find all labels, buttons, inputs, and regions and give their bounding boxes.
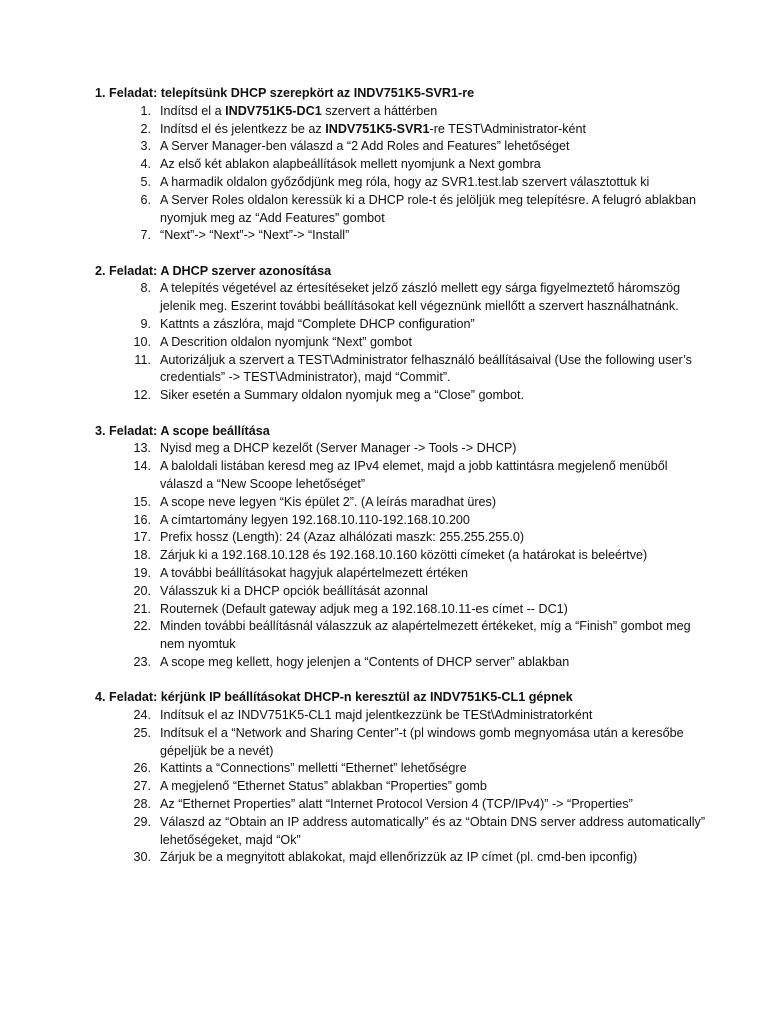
item-number: 16. xyxy=(133,512,151,527)
item-number: 19. xyxy=(133,565,151,580)
item-text: A scope neve legyen “Kis épület 2”. (A leírás maradhat üres) xyxy=(160,494,497,509)
item-number: 17. xyxy=(133,530,151,545)
list-item xyxy=(95,849,708,867)
list-item xyxy=(95,280,708,316)
item-number: 24. xyxy=(133,708,151,722)
item-text: Minden további beállításnál válaszzuk az alapértelmezett értékeket, míg a “Finish” gombot meg nem nyomtuk xyxy=(160,619,691,652)
item-text: Kattints a “Connections” melletti “Ethernet” lehetőségre xyxy=(160,761,467,776)
item-text: Az “Ethernet Properties” alatt “Internet Protocol Version 4 (TCP/IPv4)” -> “Properties” xyxy=(160,796,633,811)
text-run: Indítsd el a xyxy=(160,103,226,118)
list-item xyxy=(95,121,708,139)
list-item xyxy=(95,440,708,458)
item-text: A címtartomány legyen 192.168.10.110-192.168.10.200 xyxy=(160,512,470,527)
item-number: 29. xyxy=(133,814,151,829)
item-number: 15. xyxy=(133,494,151,509)
list-item xyxy=(95,316,708,334)
item-number: 20. xyxy=(133,583,151,598)
item-number: 12. xyxy=(133,388,151,403)
item-text: Indítsuk el az INDV751K5-CL1 majd jelentkezzünk be TESt\Administratorként xyxy=(160,708,593,722)
item-number: 2. xyxy=(140,121,151,136)
item-number: 14. xyxy=(133,459,151,474)
step-list xyxy=(95,707,708,867)
item-number: 10. xyxy=(133,334,151,349)
list-item xyxy=(95,565,708,583)
list-item xyxy=(95,512,708,530)
list-item xyxy=(95,778,708,796)
section-title: 4. Feladat: kérjünk IP beállításokat DHCP-n keresztül az INDV751K5-CL1 gépnek xyxy=(95,690,573,705)
item-number: 27. xyxy=(133,779,151,794)
list-item xyxy=(95,458,708,494)
item-text: Routernek (Default gateway adjuk meg a 192.168.10.11-es címet -- DC1) xyxy=(160,601,568,616)
item-number: 4. xyxy=(140,157,151,172)
list-item xyxy=(95,707,708,725)
item-text xyxy=(160,103,708,121)
section-title: 2. Feladat: A DHCP szerver azonosítása xyxy=(95,263,332,278)
list-item xyxy=(95,174,708,192)
item-text: Indítsuk el a “Network and Sharing Center”-t (pl windows gomb megnyomása után a keresőbe gépeljük be a nevét) xyxy=(160,725,684,758)
item-number: 11. xyxy=(134,352,151,367)
item-number: 5. xyxy=(140,174,151,189)
item-text: Prefix hossz (Length): 24 (Azaz alhálózati maszk: 255.255.255.0) xyxy=(160,530,525,545)
item-number: 21. xyxy=(133,601,151,616)
item-number: 18. xyxy=(133,548,151,563)
item-text: Az első két ablakon alapbeállítások mellett nyomjunk a Next gombra xyxy=(160,157,541,172)
step-list xyxy=(95,440,708,671)
item-text: A harmadik oldalon győződjünk meg róla, hogy az SVR1.test.lab szervert választottuk ki xyxy=(160,174,650,189)
list-item xyxy=(95,156,708,174)
list-item xyxy=(95,494,708,512)
item-text: A baloldali listában keresd meg az IPv4 elemet, majd a jobb kattintásra megjelenő menüből válaszd a “New Scoope lehetőséget” xyxy=(160,459,668,491)
text-run: Indítsd el és jelentkezz be az xyxy=(160,121,326,136)
step-list xyxy=(95,103,708,245)
item-text: A telepítés végetével az értesítéseket jelző zászló mellett egy sárga figyelmeztető háromszög jelenik meg. Eszerint további beállításokat kell végeznünk miellőtt a szervert használhatnánk. xyxy=(160,281,681,314)
item-number: 22. xyxy=(133,619,151,634)
item-text: A megjelenő “Ethernet Status” ablakban “Properties” gomb xyxy=(160,779,487,794)
item-text: A Server Manager-ben válaszd a “2 Add Roles and Features” lehetőséget xyxy=(160,139,570,154)
list-item xyxy=(95,547,708,565)
item-text: A további beállításokat hagyjuk alapértelmezett értéken xyxy=(160,565,469,580)
item-number: 3. xyxy=(140,139,151,154)
list-item xyxy=(95,601,708,619)
item-text: Kattnts a zászlóra, majd “Complete DHCP configuration” xyxy=(160,317,475,332)
item-number: 26. xyxy=(133,761,151,776)
list-item xyxy=(95,583,708,601)
section-3 xyxy=(95,423,708,672)
list-item xyxy=(95,529,708,547)
list-item xyxy=(95,138,708,156)
item-text: A scope meg kellett, hogy jelenjen a “Contents of DHCP server” ablakban xyxy=(160,654,570,669)
item-number: 28. xyxy=(133,796,151,811)
list-item xyxy=(95,227,708,245)
item-text: Zárjuk be a megnyitott ablakokat, majd ellenőrizzük az IP címet (pl. cmd-ben ipconfig) xyxy=(160,850,638,865)
item-number: 30. xyxy=(133,850,151,865)
item-number: 25. xyxy=(133,725,151,740)
list-item xyxy=(95,796,708,814)
section-1 xyxy=(95,85,708,245)
item-number: 13. xyxy=(133,441,151,456)
list-item xyxy=(95,103,708,121)
item-text: Válasszuk ki a DHCP opciók beállítását azonnal xyxy=(160,583,428,598)
list-item xyxy=(95,618,708,654)
list-item xyxy=(95,760,708,778)
list-item xyxy=(95,387,708,405)
item-text: A Server Roles oldalon keressük ki a DHCP role-t és jelöljük meg telepítésre. A felugró ablakban nyomjuk meg az “Add Features” gombot xyxy=(160,192,696,225)
item-text xyxy=(160,121,708,139)
item-number: 8. xyxy=(140,281,151,296)
item-number: 23. xyxy=(133,654,151,669)
item-text: Zárjuk ki a 192.168.10.128 és 192.168.10.160 közötti címeket (a határokat is beleértve) xyxy=(160,548,648,563)
item-number: 7. xyxy=(140,228,151,243)
list-item xyxy=(95,654,708,672)
item-text: A Descrition oldalon nyomjunk “Next” gombot xyxy=(160,334,412,349)
item-number: 9. xyxy=(140,317,151,332)
list-item xyxy=(95,334,708,352)
item-text: “Next”-> “Next”-> “Next”-> “Install” xyxy=(160,228,350,243)
section-title: 3. Feladat: A scope beállítása xyxy=(95,423,270,438)
item-text: Siker esetén a Summary oldalon nyomjuk meg a “Close” gombot. xyxy=(160,388,524,403)
section-4 xyxy=(95,689,708,867)
section-title: 1. Feladat: telepítsünk DHCP szerepkört az INDV751K5-SVR1-re xyxy=(95,86,475,100)
item-number: 6. xyxy=(140,192,151,207)
section-2 xyxy=(95,263,708,405)
text-run: -re TEST\Administrator-ként xyxy=(429,121,587,136)
list-item xyxy=(95,725,708,761)
list-item xyxy=(95,352,708,388)
list-item xyxy=(95,814,708,850)
item-text: Válaszd az “Obtain an IP address automatically” és az “Obtain DNS server address automatically” lehetőségeket, majd “Ok” xyxy=(160,814,706,847)
bold-run: INDV751K5-DC1 xyxy=(225,103,322,118)
text-run: szervert a háttérben xyxy=(321,103,438,118)
item-text: Nyisd meg a DHCP kezelőt (Server Manager -> Tools -> DHCP) xyxy=(160,441,517,456)
item-number: 1. xyxy=(140,103,151,118)
item-text: Autorizáljuk a szervert a TEST\Administrator felhasználó beállításaival (Use the following user’s credentials” -> TEST\Administrator), majd “Commit”. xyxy=(160,352,692,385)
step-list xyxy=(95,280,708,405)
list-item xyxy=(95,192,708,228)
bold-run: INDV751K5-SVR1 xyxy=(325,121,430,136)
